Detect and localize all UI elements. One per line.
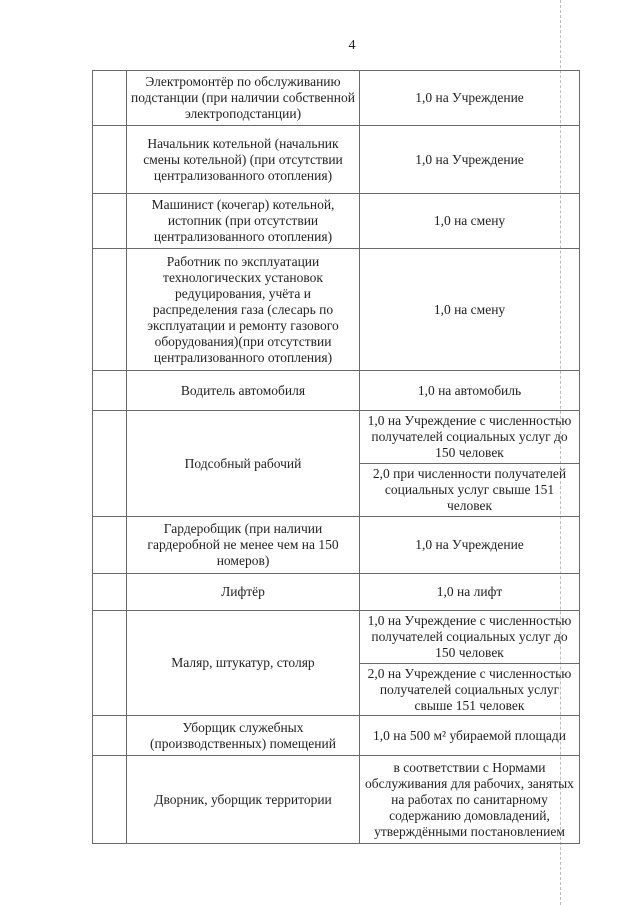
position-cell: Электромонтёр по обслуживанию подстанции (при наличии собственной электроподстанции) [127,71,360,126]
row-number-cell [93,716,127,756]
norm-cell: 1,0 на Учреждение [360,126,580,194]
table-row [93,126,580,194]
table-row [93,611,580,664]
norm-cell: 1,0 на автомобиль [360,371,580,411]
table-row [93,249,580,371]
position-cell: Начальник котельной (начальник смены котельной) (при отсутствии централизованного отопления) [127,126,360,194]
position-cell: Гардеробщик (при наличии гардеробной не менее чем на 150 номеров) [127,517,360,574]
norm-cell: 1,0 на 500 м² убираемой площади [360,716,580,756]
norm-cell: 2,0 на Учреждение с численностью получателей социальных услуг свыше 151 человек [360,664,580,716]
norm-cell: 1,0 на смену [360,249,580,371]
norm-cell: 1,0 на смену [360,194,580,249]
row-number-cell [93,126,127,194]
norm-cell: 1,0 на Учреждение [360,71,580,126]
position-cell: Дворник, уборщик территории [127,756,360,844]
table-row [93,194,580,249]
table-row [93,71,580,126]
norm-cell: 1,0 на Учреждение [360,517,580,574]
page-number: 4 [348,38,356,53]
position-cell: Работник по эксплуатации технологических установок редуцирования, учёта и распределения газа (слесарь по эксплуатации и ремонту газового оборудования)(при отсутствии централизованного отопления) [127,249,360,371]
row-number-cell [93,194,127,249]
position-cell: Маляр, штукатур, столяр [127,611,360,716]
position-cell: Водитель автомобиля [127,371,360,411]
table-row [93,574,580,611]
row-number-cell [93,574,127,611]
norm-cell: 1,0 на Учреждение с численностью получателей социальных услуг до 150 человек [360,411,580,464]
norm-cell: 2,0 при численности получателей социальных услуг свыше 151 человек [360,464,580,517]
table-row [93,517,580,574]
position-cell: Уборщик служебных (производственных) помещений [127,716,360,756]
row-number-cell [93,517,127,574]
row-number-cell [93,249,127,371]
norm-cell: 1,0 на лифт [360,574,580,611]
position-cell: Машинист (кочегар) котельной, истопник (при отсутствии централизованного отопления) [127,194,360,249]
row-number-cell [93,756,127,844]
row-number-cell [93,611,127,716]
row-number-cell [93,411,127,517]
table-row [93,371,580,411]
table-row [93,411,580,464]
table-row [93,756,580,844]
row-number-cell [93,371,127,411]
table-row [93,716,580,756]
position-cell: Лифтёр [127,574,360,611]
row-number-cell [93,71,127,126]
norm-cell: 1,0 на Учреждение с численностью получателей социальных услуг до 150 человек [360,611,580,664]
position-cell: Подсобный рабочий [127,411,360,517]
staffing-norms-table [92,70,580,844]
norm-cell: в соответствии с Нормами обслуживания для рабочих, занятых на работах по санитарному содержанию домовладений, утверждёнными постановлением [360,756,580,844]
